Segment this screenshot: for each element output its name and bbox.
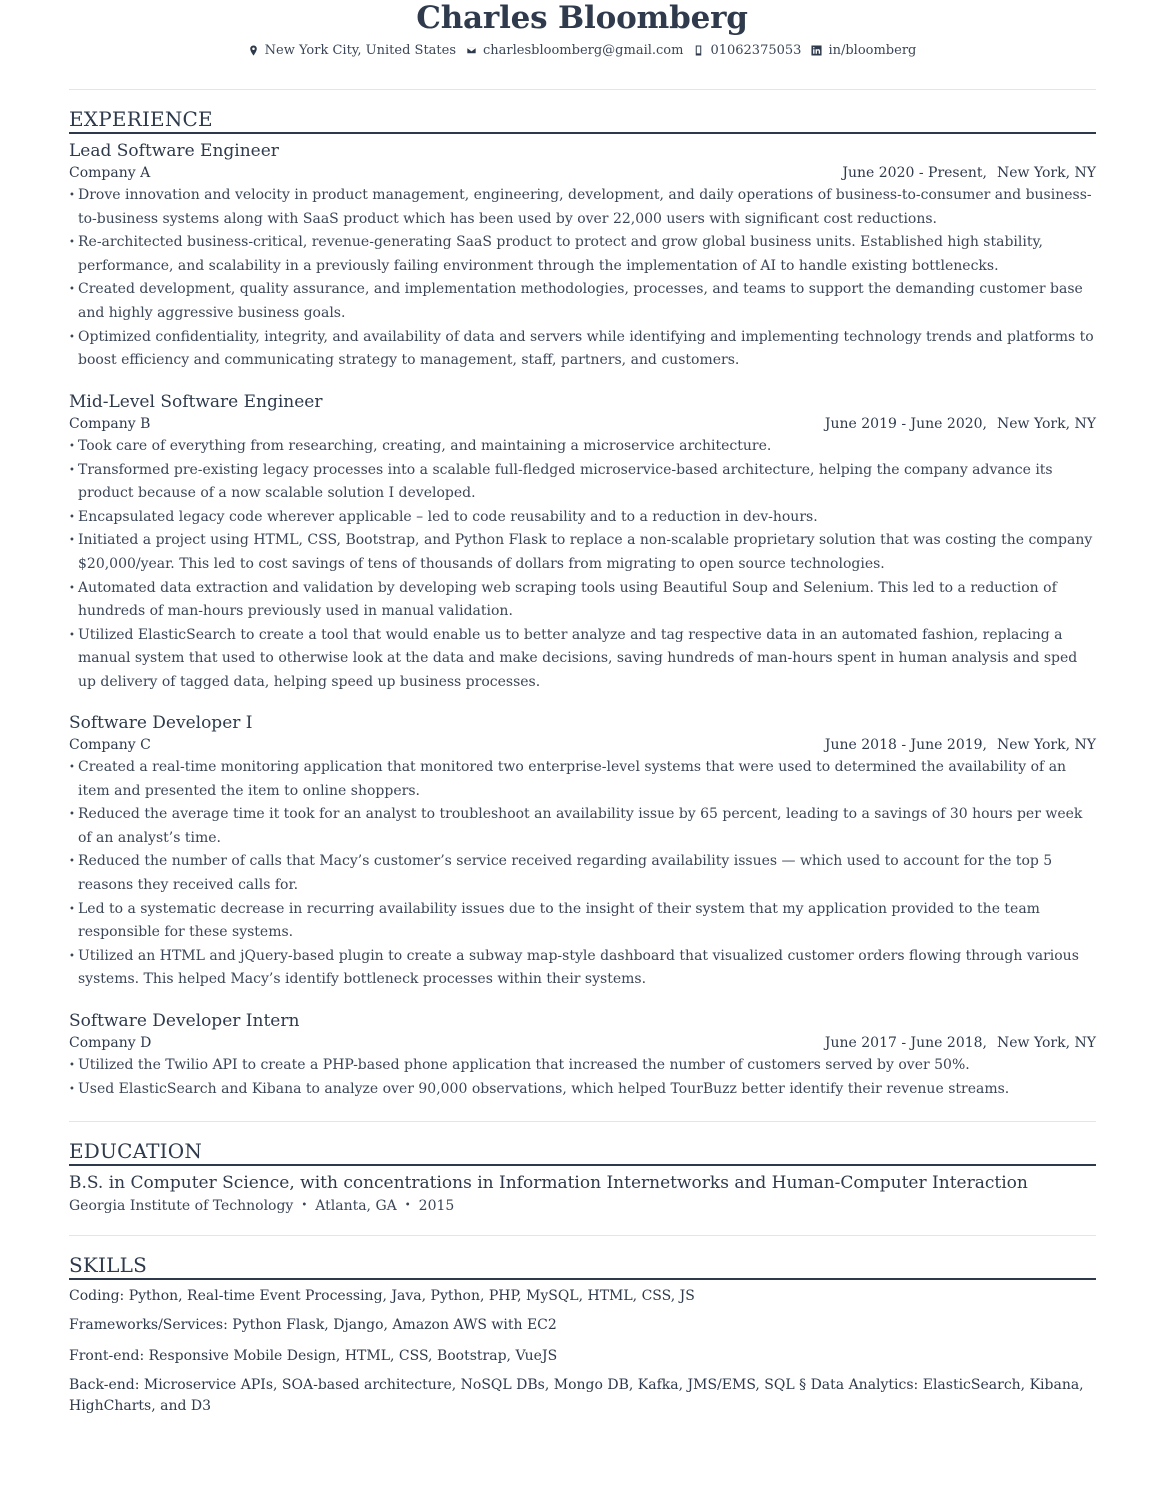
job-entry: [69, 712, 1096, 992]
experience-heading: EXPERIENCE: [69, 106, 1096, 134]
job-location: New York, NY: [997, 1035, 1096, 1051]
section-divider: [69, 1121, 1096, 1122]
skill-line: Front-end: Responsive Mobile Design, HTML, CSS, Bootstrap, VueJS: [69, 1348, 558, 1364]
job-title: Software Developer I: [69, 713, 253, 733]
linkedin-icon: [811, 45, 822, 56]
job-location: New York, NY: [997, 416, 1096, 432]
email-icon: [466, 45, 477, 56]
phone-icon: [693, 45, 704, 56]
contact-linkedin[interactable]: [811, 43, 916, 58]
skill-line: Back-end: Microservice APIs, SOA-based architecture, NoSQL DBs, Mongo DB, Kafka, JMS/EMS, SQL § Data Analytics: ElasticSearch, Kibana, HighCharts, and D3: [69, 1377, 1084, 1414]
separator-dot: •: [301, 1200, 308, 1211]
contact-email[interactable]: [466, 43, 683, 58]
email-text[interactable]: charlesbloomberg@gmail.com: [483, 42, 684, 58]
separator-dot: •: [404, 1200, 411, 1211]
job-bullet: • Utilized an HTML and jQuery-based plugin to create a subway map-style dashboard that visualized customer orders flowing through various systems. This helped Macy’s identify bottleneck processes within their systems.: [69, 945, 1096, 992]
job-entry: [69, 391, 1096, 695]
job-bullets: [69, 184, 1096, 373]
job-company: Company B: [69, 416, 151, 432]
job-bullet: • Optimized confidentiality, integrity, and availability of data and servers while identifying and implementing technology trends and platforms to boost efficiency and communicating strategy to management, staff, partners, and customers.: [69, 326, 1096, 373]
education-location: Atlanta, GA: [315, 1198, 397, 1214]
job-bullet: • Encapsulated legacy code wherever applicable – led to code reusability and to a reduction in dev-hours.: [69, 506, 1096, 530]
job-bullet: • Utilized ElasticSearch to create a tool that would enable us to better analyze and tag respective data in an automated fashion, replacing a manual system that used to otherwise look at the data and make decisions, saving hundreds of man-hours spent in human analysis and sped up delivery of tagged data, helping speed up business processes.: [69, 624, 1096, 695]
job-bullet: • Created a real-time monitoring application that monitored two enterprise-level systems that were used to determined the availability of an item and presented the item to online shoppers.: [69, 756, 1096, 803]
job-dates: June 2018 - June 2019,: [824, 737, 987, 753]
job-bullets: [69, 756, 1096, 992]
job-title: Mid-Level Software Engineer: [69, 392, 323, 412]
education-degree: B.S. in Computer Science, with concentrations in Information Internetworks and Human-Computer Interaction: [69, 1173, 1028, 1193]
job-meta: [69, 413, 1096, 435]
skills-list: [69, 1286, 1096, 1417]
location-text: New York City, United States: [264, 42, 457, 58]
job-dates: June 2019 - June 2020,: [824, 416, 987, 432]
job-company: Company C: [69, 737, 151, 753]
job-company: Company D: [69, 1035, 152, 1051]
education-year: 2015: [418, 1198, 455, 1214]
phone-text[interactable]: 01062375053: [710, 42, 802, 58]
job-title: Software Developer Intern: [69, 1011, 300, 1031]
job-meta: [69, 162, 1096, 184]
job-company: Company A: [69, 165, 151, 181]
contact-phone[interactable]: [693, 43, 801, 58]
job-bullet: • Reduced the number of calls that Macy’s customer’s service received regarding availability issues — which used to account for the top 5 reasons they received calls for.: [69, 850, 1096, 897]
job-bullet: • Led to a systematic decrease in recurring availability issues due to the insight of their system that my application provided to the team responsible for these systems.: [69, 898, 1096, 945]
contact-bar: [0, 41, 1164, 59]
location-pin-icon: [248, 45, 259, 56]
job-bullet: • Automated data extraction and validation by developing web scraping tools using Beautiful Soup and Selenium. This led to a reduction of hundreds of man-hours previously used in manual validation.: [69, 577, 1096, 624]
job-bullet: • Reduced the average time it took for an analyst to troubleshoot an availability issue by 65 percent, leading to a savings of 30 hours per week of an analyst’s time.: [69, 803, 1096, 850]
education-entry: [69, 1172, 1096, 1217]
job-title: Lead Software Engineer: [69, 141, 279, 161]
job-meta: [69, 734, 1096, 756]
job-bullet: • Initiated a project using HTML, CSS, Bootstrap, and Python Flask to replace a non-scalable proprietary solution that was costing the company $20,000/year. This led to cost savings of tens of thousands of dollars from migrating to open source technologies.: [69, 529, 1096, 576]
education-school: Georgia Institute of Technology: [69, 1198, 294, 1214]
header-divider: [69, 89, 1096, 90]
job-bullet: • Re-architected business-critical, revenue-generating SaaS product to protect and grow global business units. Established high stability, performance, and scalability in a previously failing environment through the implementation of AI to handle existing bottlenecks.: [69, 231, 1096, 278]
job-bullet: • Used ElasticSearch and Kibana to analyze over 90,000 observations, which helped TourBuzz better identify their revenue streams.: [69, 1078, 1096, 1102]
job-dates: June 2020 - Present,: [842, 165, 987, 181]
job-bullet: • Created development, quality assurance, and implementation methodologies, processes, and teams to support the demanding customer base and highly aggressive business goals.: [69, 278, 1096, 325]
job-bullets: [69, 435, 1096, 695]
job-bullet: • Drove innovation and velocity in product management, engineering, development, and daily operations of business-to-consumer and business-to-business systems along with SaaS product which has been used by over 22,000 users with significant cost reductions.: [69, 184, 1096, 231]
skills-heading: SKILLS: [69, 1252, 1096, 1280]
skill-line: Coding: Python, Real-time Event Processing, Java, Python, PHP, MySQL, HTML, CSS, JS: [69, 1288, 695, 1304]
job-entry: [69, 140, 1096, 373]
education-meta: [69, 1195, 1096, 1217]
job-bullet: • Utilized the Twilio API to create a PHP-based phone application that increased the number of customers served by over 50%.: [69, 1054, 1096, 1078]
job-entry: [69, 1010, 1096, 1101]
skill-line: Frameworks/Services: Python Flask, Django, Amazon AWS with EC2: [69, 1317, 557, 1333]
job-bullets: [69, 1054, 1096, 1101]
education-heading: EDUCATION: [69, 1138, 1096, 1166]
job-location: New York, NY: [997, 737, 1096, 753]
job-dates: June 2017 - June 2018,: [824, 1035, 987, 1051]
section-divider: [69, 1235, 1096, 1236]
job-bullet: • Transformed pre-existing legacy processes into a scalable full-fledged microservice-based architecture, helping the company advance its product because of a now scalable solution I developed.: [69, 459, 1096, 506]
job-location: New York, NY: [997, 165, 1096, 181]
linkedin-text[interactable]: in/bloomberg: [828, 42, 917, 58]
job-meta: [69, 1032, 1096, 1054]
resume-name: Charles Bloomberg: [416, 0, 748, 36]
job-bullet: • Took care of everything from researching, creating, and maintaining a microservice architecture.: [69, 435, 1096, 459]
contact-location: [248, 43, 456, 58]
